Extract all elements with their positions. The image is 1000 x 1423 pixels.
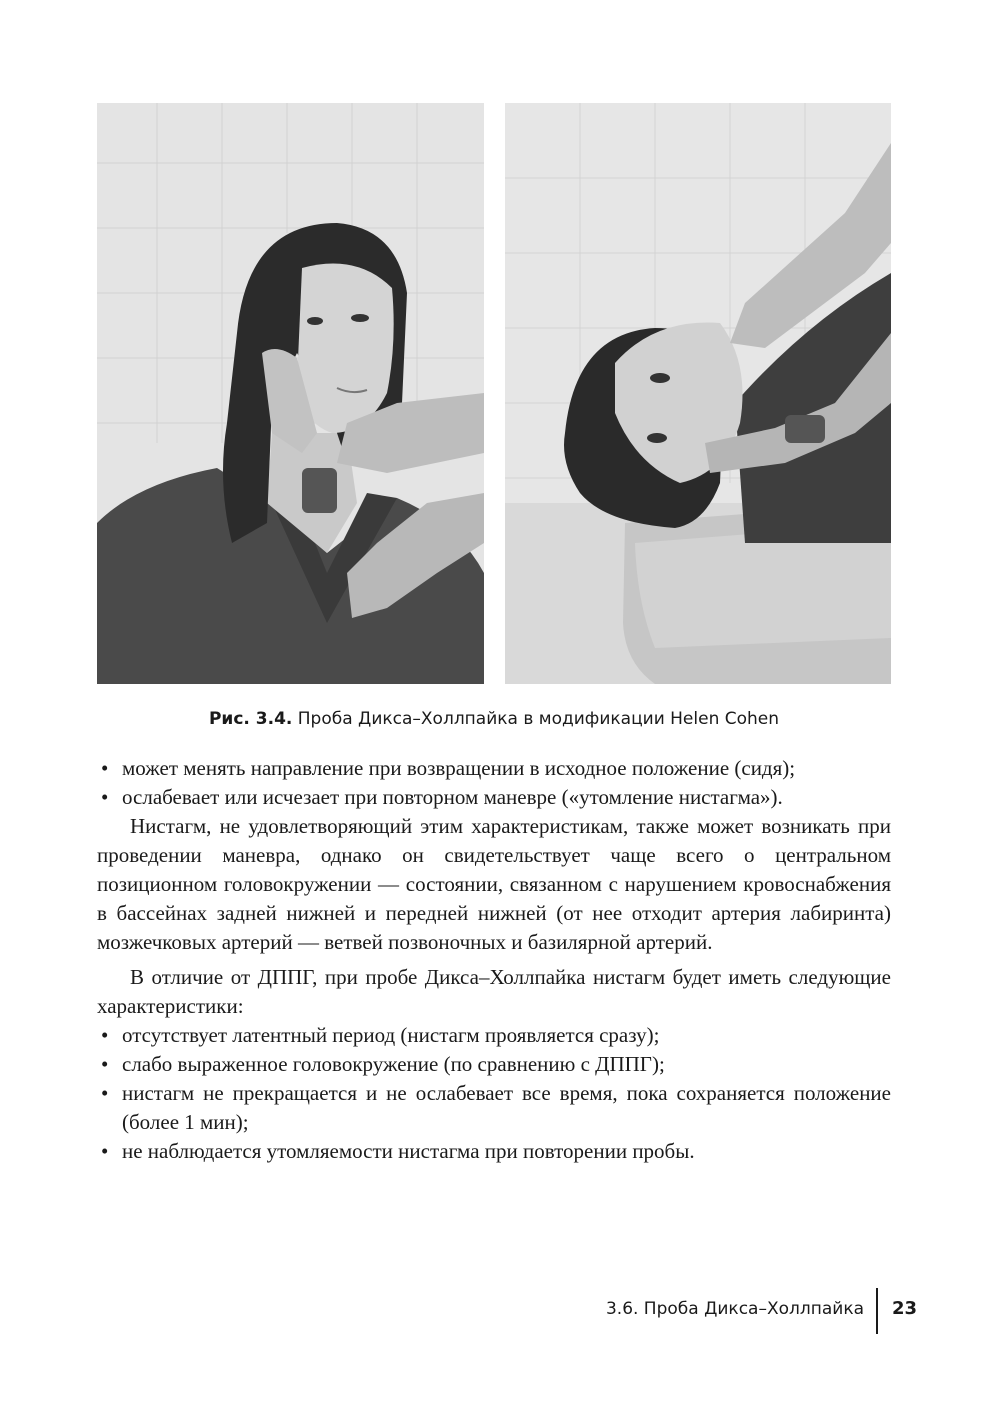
footer-divider xyxy=(876,1288,878,1334)
list-item: • нистагм не прекращается и не ослабевает все время, пока сохраняется положение (более 1 мин); xyxy=(97,1079,891,1137)
page-footer xyxy=(560,1288,920,1334)
figure-photo-supine xyxy=(505,103,891,684)
body-text xyxy=(97,754,891,1166)
figure-title: Проба Дикса–Холлпайка в модификации Helen Cohen xyxy=(297,709,780,729)
running-head: 3.6. Проба Дикса–Холлпайка xyxy=(605,1299,864,1319)
paragraph: Нистагм, не удовлетворяющий этим характеристикам, также может возникать при проведении маневра, однако он свидетельствует чаще всего о центральном позиционном головокружении — состоянии, связанном с нарушением кровоснабжения в бассейнах задней нижней и передней нижней (от нее отходит артерия лабиринта) мозжечковых артерий — ветвей позвоночных и базилярной артерий. xyxy=(97,814,891,954)
list-item: • может менять направление при возвращении в исходное положение (сидя); xyxy=(97,754,891,783)
figure-label: Рис. 3.4. xyxy=(208,709,293,729)
figure-caption xyxy=(97,707,891,731)
list-item: • отсутствует латентный период (нистагм проявляется сразу); xyxy=(97,1021,891,1050)
list-item: • слабо выраженное головокружение (по сравнению с ДППГ); xyxy=(97,1050,891,1079)
list-item: • не наблюдается утомляемости нистагма при повторении пробы. xyxy=(97,1137,891,1166)
page-number: 23 xyxy=(891,1298,917,1319)
paragraph: В отличие от ДППГ, при пробе Дикса–Холлпайка нистагм будет иметь следующие характеристики: xyxy=(97,965,891,1018)
list-item: • ослабевает или исчезает при повторном маневре («утомление нистагма»). xyxy=(97,783,891,812)
figure-photo-seated xyxy=(97,103,484,684)
